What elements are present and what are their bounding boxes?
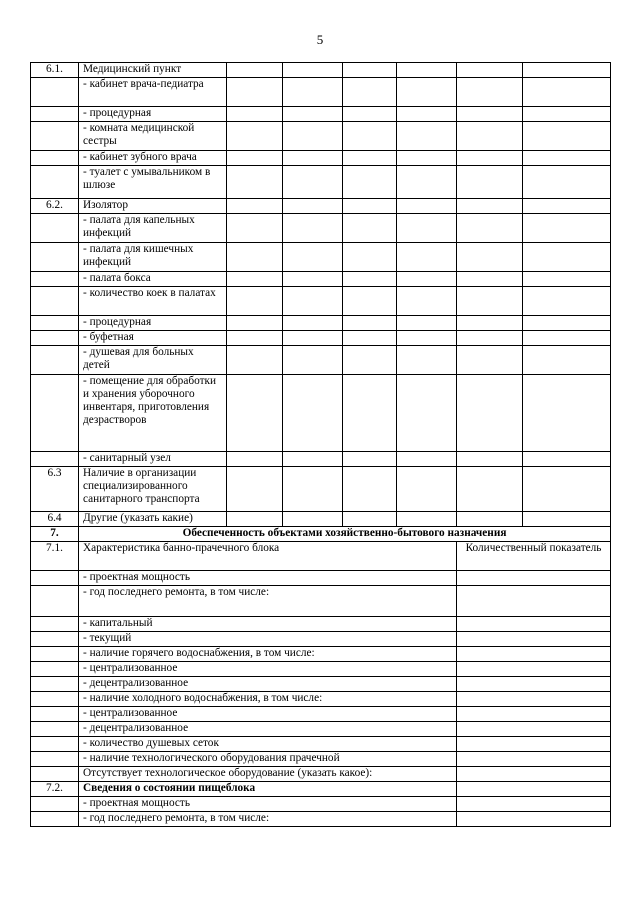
value-cell: [343, 272, 397, 287]
table-row: [31, 707, 611, 722]
facilities-table: [30, 62, 611, 827]
value-cell: [523, 107, 611, 122]
value-cell: [397, 122, 457, 151]
row-number: [31, 632, 79, 647]
row-label: - комната медицинской сестры: [79, 122, 227, 151]
table-row: [31, 677, 611, 692]
value-cell: [227, 287, 283, 316]
table-row: [31, 797, 611, 812]
value-cell: [283, 452, 343, 467]
row-label: Изолятор: [79, 199, 227, 214]
value-cell: [397, 78, 457, 107]
value-cell: [397, 316, 457, 331]
value-cell: [457, 707, 611, 722]
value-cell: [227, 107, 283, 122]
table-row: [31, 107, 611, 122]
row-number: [31, 662, 79, 677]
table-row: [31, 722, 611, 737]
value-cell: [457, 287, 523, 316]
value-cell: [457, 316, 523, 331]
row-label: - санитарный узел: [79, 452, 227, 467]
value-cell: [227, 346, 283, 375]
value-cell: [397, 151, 457, 166]
section-header-row: [31, 527, 611, 542]
value-cell: [283, 346, 343, 375]
value-cell: [227, 122, 283, 151]
row-number: 6.1.: [31, 63, 79, 78]
value-cell: [457, 752, 611, 767]
value-cell: [343, 78, 397, 107]
value-cell: [457, 63, 523, 78]
value-cell: [457, 737, 611, 752]
value-cell: [457, 677, 611, 692]
value-cell: [227, 467, 283, 512]
table-row: [31, 243, 611, 272]
value-cell: [397, 214, 457, 243]
value-cell: [343, 512, 397, 527]
table-row: [31, 272, 611, 287]
value-cell: [397, 452, 457, 467]
row-number: [31, 692, 79, 707]
table-row: [31, 375, 611, 452]
table-row: [31, 512, 611, 527]
row-label: - кабинет зубного врача: [79, 151, 227, 166]
value-cell: [343, 199, 397, 214]
table-row: [31, 287, 611, 316]
value-cell: [457, 812, 611, 827]
table-row: [31, 632, 611, 647]
row-label: - децентрализованное: [79, 722, 457, 737]
value-cell: [343, 107, 397, 122]
value-cell: [283, 512, 343, 527]
value-cell: [457, 647, 611, 662]
row-number: [31, 122, 79, 151]
value-cell: [343, 346, 397, 375]
row-number: [31, 722, 79, 737]
value-cell: [283, 63, 343, 78]
row-label: Другие (указать какие): [79, 512, 227, 527]
row-label: - кабинет врача-педиатра: [79, 78, 227, 107]
row-label: - помещение для обработки и хранения уборочного инвентаря, приготовления дезрастворов: [79, 375, 227, 452]
value-cell: [523, 151, 611, 166]
row-number: [31, 346, 79, 375]
value-cell: [343, 375, 397, 452]
value-cell: [343, 331, 397, 346]
value-cell: [523, 316, 611, 331]
qty-header: Количественный показатель: [457, 542, 611, 571]
row-label: - проектная мощность: [79, 571, 457, 586]
value-cell: [397, 346, 457, 375]
table-row: [31, 331, 611, 346]
value-cell: [523, 272, 611, 287]
value-cell: [227, 214, 283, 243]
value-cell: [457, 214, 523, 243]
value-cell: [457, 586, 611, 617]
value-cell: [397, 272, 457, 287]
subsection-row: [31, 782, 611, 797]
row-label: - палата для капельных инфекций: [79, 214, 227, 243]
row-label: - год последнего ремонта, в том числе:: [79, 812, 457, 827]
row-number: [31, 617, 79, 632]
table-row: [31, 214, 611, 243]
row-number: [31, 107, 79, 122]
row-label: - процедурная: [79, 107, 227, 122]
row-label: - наличие холодного водоснабжения, в том числе:: [79, 692, 457, 707]
value-cell: [457, 346, 523, 375]
row-label: - буфетная: [79, 331, 227, 346]
value-cell: [457, 512, 523, 527]
table-row: [31, 737, 611, 752]
row-label: Характеристика банно-прачечного блока: [79, 542, 457, 571]
table-row: [31, 647, 611, 662]
row-number: [31, 78, 79, 107]
row-label: - проектная мощность: [79, 797, 457, 812]
row-number: [31, 375, 79, 452]
row-number: 6.2.: [31, 199, 79, 214]
row-label: - децентрализованное: [79, 677, 457, 692]
value-cell: [283, 199, 343, 214]
value-cell: [343, 243, 397, 272]
table-row: [31, 199, 611, 214]
value-cell: [523, 122, 611, 151]
row-label: - наличие технологического оборудования прачечной: [79, 752, 457, 767]
row-number: [31, 812, 79, 827]
row-label: - наличие горячего водоснабжения, в том числе:: [79, 647, 457, 662]
table-row: [31, 617, 611, 632]
value-cell: [397, 166, 457, 199]
value-cell: [397, 199, 457, 214]
row-number: [31, 767, 79, 782]
row-number: 7.2.: [31, 782, 79, 797]
value-cell: [283, 122, 343, 151]
row-number: 7.1.: [31, 542, 79, 571]
section-title: Обеспеченность объектами хозяйственно-бытового назначения: [79, 527, 611, 542]
value-cell: [227, 272, 283, 287]
value-cell: [457, 632, 611, 647]
value-cell: [227, 78, 283, 107]
row-number: 6.3: [31, 467, 79, 512]
value-cell: [227, 199, 283, 214]
value-cell: [227, 243, 283, 272]
value-cell: [457, 571, 611, 586]
value-cell: [227, 375, 283, 452]
table-row: [31, 467, 611, 512]
table-row: [31, 692, 611, 707]
value-cell: [457, 767, 611, 782]
value-cell: [523, 78, 611, 107]
value-cell: [523, 166, 611, 199]
row-label: - палата для кишечных инфекций: [79, 243, 227, 272]
row-label: - душевая для больных детей: [79, 346, 227, 375]
value-cell: [397, 467, 457, 512]
value-cell: [457, 617, 611, 632]
row-number: [31, 797, 79, 812]
row-label: - количество душевых сеток: [79, 737, 457, 752]
value-cell: [457, 78, 523, 107]
value-cell: [343, 287, 397, 316]
value-cell: [457, 199, 523, 214]
table-row: [31, 812, 611, 827]
row-number: [31, 316, 79, 331]
value-cell: [457, 243, 523, 272]
value-cell: [343, 151, 397, 166]
row-label: - централизованное: [79, 707, 457, 722]
value-cell: [343, 452, 397, 467]
row-number: [31, 151, 79, 166]
value-cell: [343, 214, 397, 243]
value-cell: [227, 166, 283, 199]
subsection-row: [31, 542, 611, 571]
row-label: - туалет с умывальником в шлюзе: [79, 166, 227, 199]
table-row: [31, 122, 611, 151]
value-cell: [523, 331, 611, 346]
value-cell: [457, 452, 523, 467]
row-number: [31, 571, 79, 586]
value-cell: [523, 199, 611, 214]
row-number: [31, 752, 79, 767]
value-cell: [457, 467, 523, 512]
section-number: 7.: [31, 527, 79, 542]
row-label: - палата бокса: [79, 272, 227, 287]
table-row: [31, 151, 611, 166]
value-cell: [283, 243, 343, 272]
table-row: [31, 452, 611, 467]
value-cell: [397, 243, 457, 272]
value-cell: [457, 375, 523, 452]
value-cell: [457, 122, 523, 151]
value-cell: [457, 107, 523, 122]
value-cell: [397, 375, 457, 452]
value-cell: [343, 467, 397, 512]
table-row: [31, 767, 611, 782]
value-cell: [227, 331, 283, 346]
table-row: [31, 586, 611, 617]
value-cell: [283, 316, 343, 331]
value-cell: [283, 287, 343, 316]
value-cell: [397, 63, 457, 78]
row-label: - текущий: [79, 632, 457, 647]
value-cell: [397, 107, 457, 122]
value-cell: [523, 243, 611, 272]
value-cell: [283, 166, 343, 199]
row-number: [31, 586, 79, 617]
row-number: [31, 707, 79, 722]
value-cell: [523, 452, 611, 467]
row-number: [31, 166, 79, 199]
value-cell: [457, 722, 611, 737]
value-cell: [457, 662, 611, 677]
value-cell: [227, 452, 283, 467]
value-cell: [457, 166, 523, 199]
value-cell: [457, 797, 611, 812]
value-cell: [227, 63, 283, 78]
row-number: [31, 243, 79, 272]
value-cell: [283, 467, 343, 512]
value-cell: [227, 316, 283, 331]
table-row: [31, 166, 611, 199]
row-number: [31, 647, 79, 662]
value-cell: [283, 331, 343, 346]
table-row: [31, 752, 611, 767]
row-label: Медицинский пункт: [79, 63, 227, 78]
table-row: [31, 571, 611, 586]
value-cell: [343, 63, 397, 78]
value-cell: [523, 287, 611, 316]
row-label: - год последнего ремонта, в том числе:: [79, 586, 457, 617]
value-cell: [283, 107, 343, 122]
value-cell: [457, 151, 523, 166]
table-row: [31, 316, 611, 331]
value-cell: [227, 512, 283, 527]
row-number: [31, 677, 79, 692]
value-cell: [283, 375, 343, 452]
value-cell: [523, 214, 611, 243]
value-cell: [283, 78, 343, 107]
value-cell: [227, 151, 283, 166]
value-cell: [283, 272, 343, 287]
row-number: [31, 452, 79, 467]
value-cell: [397, 287, 457, 316]
row-label: - централизованное: [79, 662, 457, 677]
value-cell: [397, 331, 457, 346]
value-cell: [457, 782, 611, 797]
value-cell: [523, 63, 611, 78]
value-cell: [343, 122, 397, 151]
value-cell: [523, 346, 611, 375]
value-cell: [397, 512, 457, 527]
value-cell: [523, 467, 611, 512]
value-cell: [457, 272, 523, 287]
table-row: [31, 78, 611, 107]
row-number: [31, 737, 79, 752]
page-number: 5: [316, 32, 324, 47]
row-label: Отсутствует технологическое оборудование (указать какое):: [79, 767, 457, 782]
row-label: Наличие в организации специализированного санитарного транспорта: [79, 467, 227, 512]
value-cell: [457, 692, 611, 707]
value-cell: [283, 151, 343, 166]
table-row: [31, 63, 611, 78]
table-row: [31, 346, 611, 375]
value-cell: [343, 316, 397, 331]
value-cell: [457, 331, 523, 346]
value-cell: [523, 375, 611, 452]
row-label: - капитальный: [79, 617, 457, 632]
row-label: Сведения о состоянии пищеблока: [79, 782, 457, 797]
row-number: 6.4: [31, 512, 79, 527]
value-cell: [523, 512, 611, 527]
row-number: [31, 331, 79, 346]
row-number: [31, 287, 79, 316]
row-number: [31, 272, 79, 287]
row-number: [31, 214, 79, 243]
value-cell: [283, 214, 343, 243]
row-label: - процедурная: [79, 316, 227, 331]
value-cell: [343, 166, 397, 199]
row-label: - количество коек в палатах: [79, 287, 227, 316]
table-row: [31, 662, 611, 677]
